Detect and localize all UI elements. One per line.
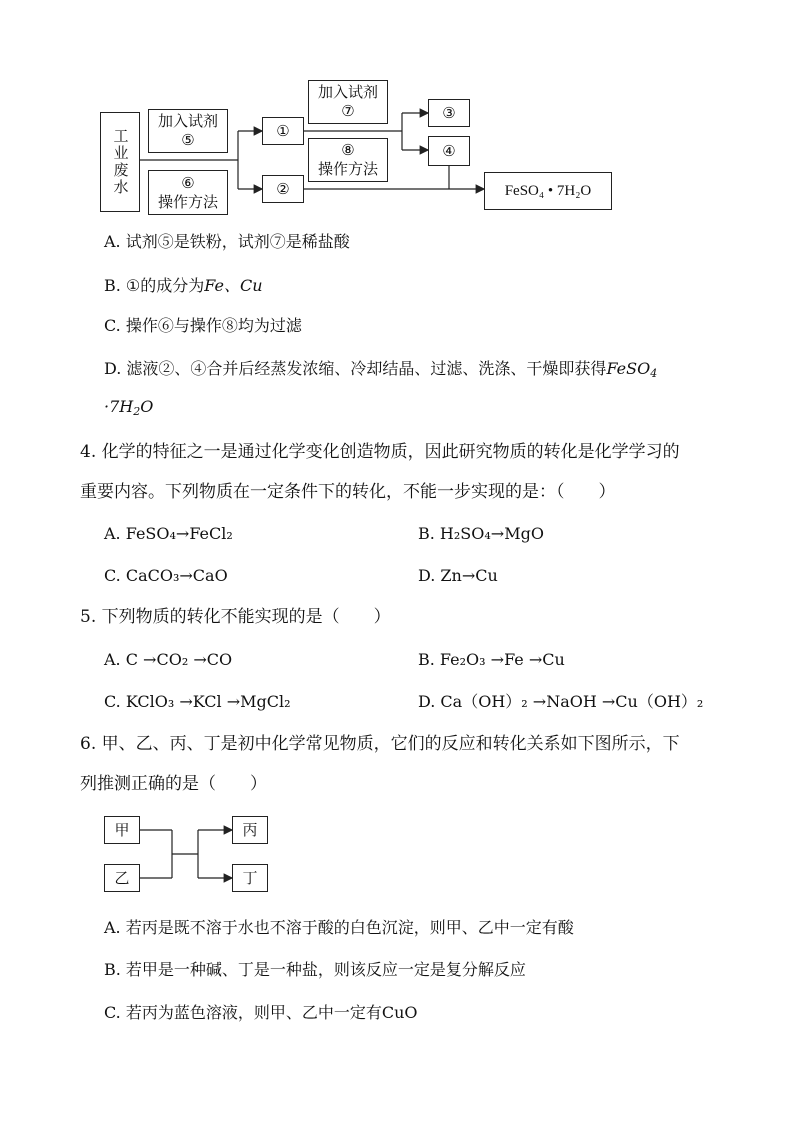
substance-ding: 丁 bbox=[242, 868, 258, 887]
q6-option-a: A. 若丙是既不溶于水也不溶于酸的白色沉淀，则甲、乙中一定有酸 bbox=[104, 918, 574, 937]
node-1-box bbox=[262, 117, 304, 145]
operation8-box bbox=[308, 138, 388, 182]
q4-option-a: A. FeSO₄→FeCl₂ bbox=[104, 524, 233, 543]
substance-jia: 甲 bbox=[114, 820, 130, 839]
node-4-box bbox=[428, 136, 470, 166]
q6-stem-line2: 列推测正确的是（ ） bbox=[80, 774, 267, 794]
q3-option-b bbox=[104, 276, 263, 296]
product-label: FeSO₄ • 7H₂O bbox=[504, 182, 592, 199]
substance-bing-box bbox=[232, 816, 268, 844]
q6-stem-line1: 6. 甲、乙、丙、丁是初中化学常见物质，它们的反应和转化关系如下图所示，下 bbox=[80, 734, 680, 754]
reagent7-line2: ⑦ bbox=[341, 102, 355, 120]
product-box bbox=[484, 172, 612, 210]
q3-option-d bbox=[104, 359, 657, 384]
q4-option-c: C. CaCO₃→CaO bbox=[104, 566, 228, 585]
reagent7-box bbox=[308, 80, 388, 124]
reagent5-box bbox=[148, 109, 228, 153]
substance-bing: 丙 bbox=[242, 820, 258, 839]
q3-d-formula-main: FeSO bbox=[606, 359, 651, 378]
operation6-line1: ⑥ bbox=[181, 173, 195, 192]
reagent7-line1: 加入试剂 bbox=[317, 83, 378, 101]
operation6-line2: 操作方法 bbox=[157, 192, 218, 211]
q3-option-a: A. 试剂⑤是铁粉，试剂⑦是稀盐酸 bbox=[104, 232, 350, 251]
q3-option-b-math: Fe、Cu bbox=[204, 276, 263, 295]
wastewater-label: 工业废水 bbox=[111, 128, 130, 196]
node-1-label: ① bbox=[276, 121, 290, 140]
operation8-line1: ⑧ bbox=[341, 141, 355, 159]
q5-option-b: B. Fe₂O₃ →Fe →Cu bbox=[418, 650, 565, 669]
q3-option-d-hydrate bbox=[104, 397, 153, 416]
q3-d-hydrate-main: ·7H bbox=[104, 397, 134, 416]
q4-option-b: B. H₂SO₄→MgO bbox=[418, 524, 544, 543]
reagent5-line2: ⑤ bbox=[181, 131, 195, 149]
operation8-line2: 操作方法 bbox=[317, 160, 378, 178]
substance-jia-box bbox=[104, 816, 140, 844]
q3-option-d-text: D. 滤液②、④合并后经蒸发浓缩、冷却结晶、过滤、洗涤、干燥即获得 bbox=[104, 359, 607, 378]
node-3-box bbox=[428, 99, 470, 127]
q5-option-d: D. Ca（OH）₂ →NaOH →Cu（OH）₂ bbox=[418, 692, 704, 711]
node-4-label: ④ bbox=[442, 141, 456, 160]
q5-option-c: C. KClO₃ →KCl →MgCl₂ bbox=[104, 692, 291, 711]
q4-stem-line1: 4. 化学的特征之一是通过化学变化创造物质，因此研究物质的转化是化学学习的 bbox=[80, 442, 680, 462]
reagent5-line1: 加入试剂 bbox=[157, 112, 218, 130]
q5-option-a: A. C →CO₂ →CO bbox=[104, 650, 233, 669]
industrial-wastewater-box bbox=[100, 112, 140, 212]
node-3-label: ③ bbox=[442, 103, 456, 122]
substance-ding-box bbox=[232, 864, 268, 892]
q3-option-d-formula bbox=[606, 359, 657, 378]
q3-d-formula-sub: 4 bbox=[650, 367, 658, 380]
q4-stem-line2: 重要内容。下列物质在一定条件下的转化，不能一步实现的是：（ ） bbox=[80, 482, 616, 502]
substance-yi: 乙 bbox=[114, 868, 130, 887]
q4-option-d: D. Zn→Cu bbox=[418, 566, 498, 585]
q6-option-c: C. 若丙为蓝色溶液，则甲、乙中一定有CuO bbox=[104, 1003, 418, 1022]
substance-yi-box bbox=[104, 864, 140, 892]
operation6-box bbox=[148, 170, 228, 215]
q3-option-c: C. 操作⑥与操作⑧均为过滤 bbox=[104, 316, 302, 335]
q3-d-hydrate-sub: 2 bbox=[133, 405, 141, 418]
q3-option-b-text: B. ①的成分为 bbox=[104, 276, 205, 295]
q3-option-d-cont bbox=[104, 397, 153, 422]
q5-stem: 5. 下列物质的转化不能实现的是（ ） bbox=[80, 607, 391, 627]
q6-option-b: B. 若甲是一种碱、丁是一种盐，则该反应一定是复分解反应 bbox=[104, 960, 526, 979]
node-2-label: ② bbox=[276, 179, 290, 198]
q3-d-hydrate-tail: O bbox=[140, 397, 154, 416]
node-2-box bbox=[262, 175, 304, 203]
